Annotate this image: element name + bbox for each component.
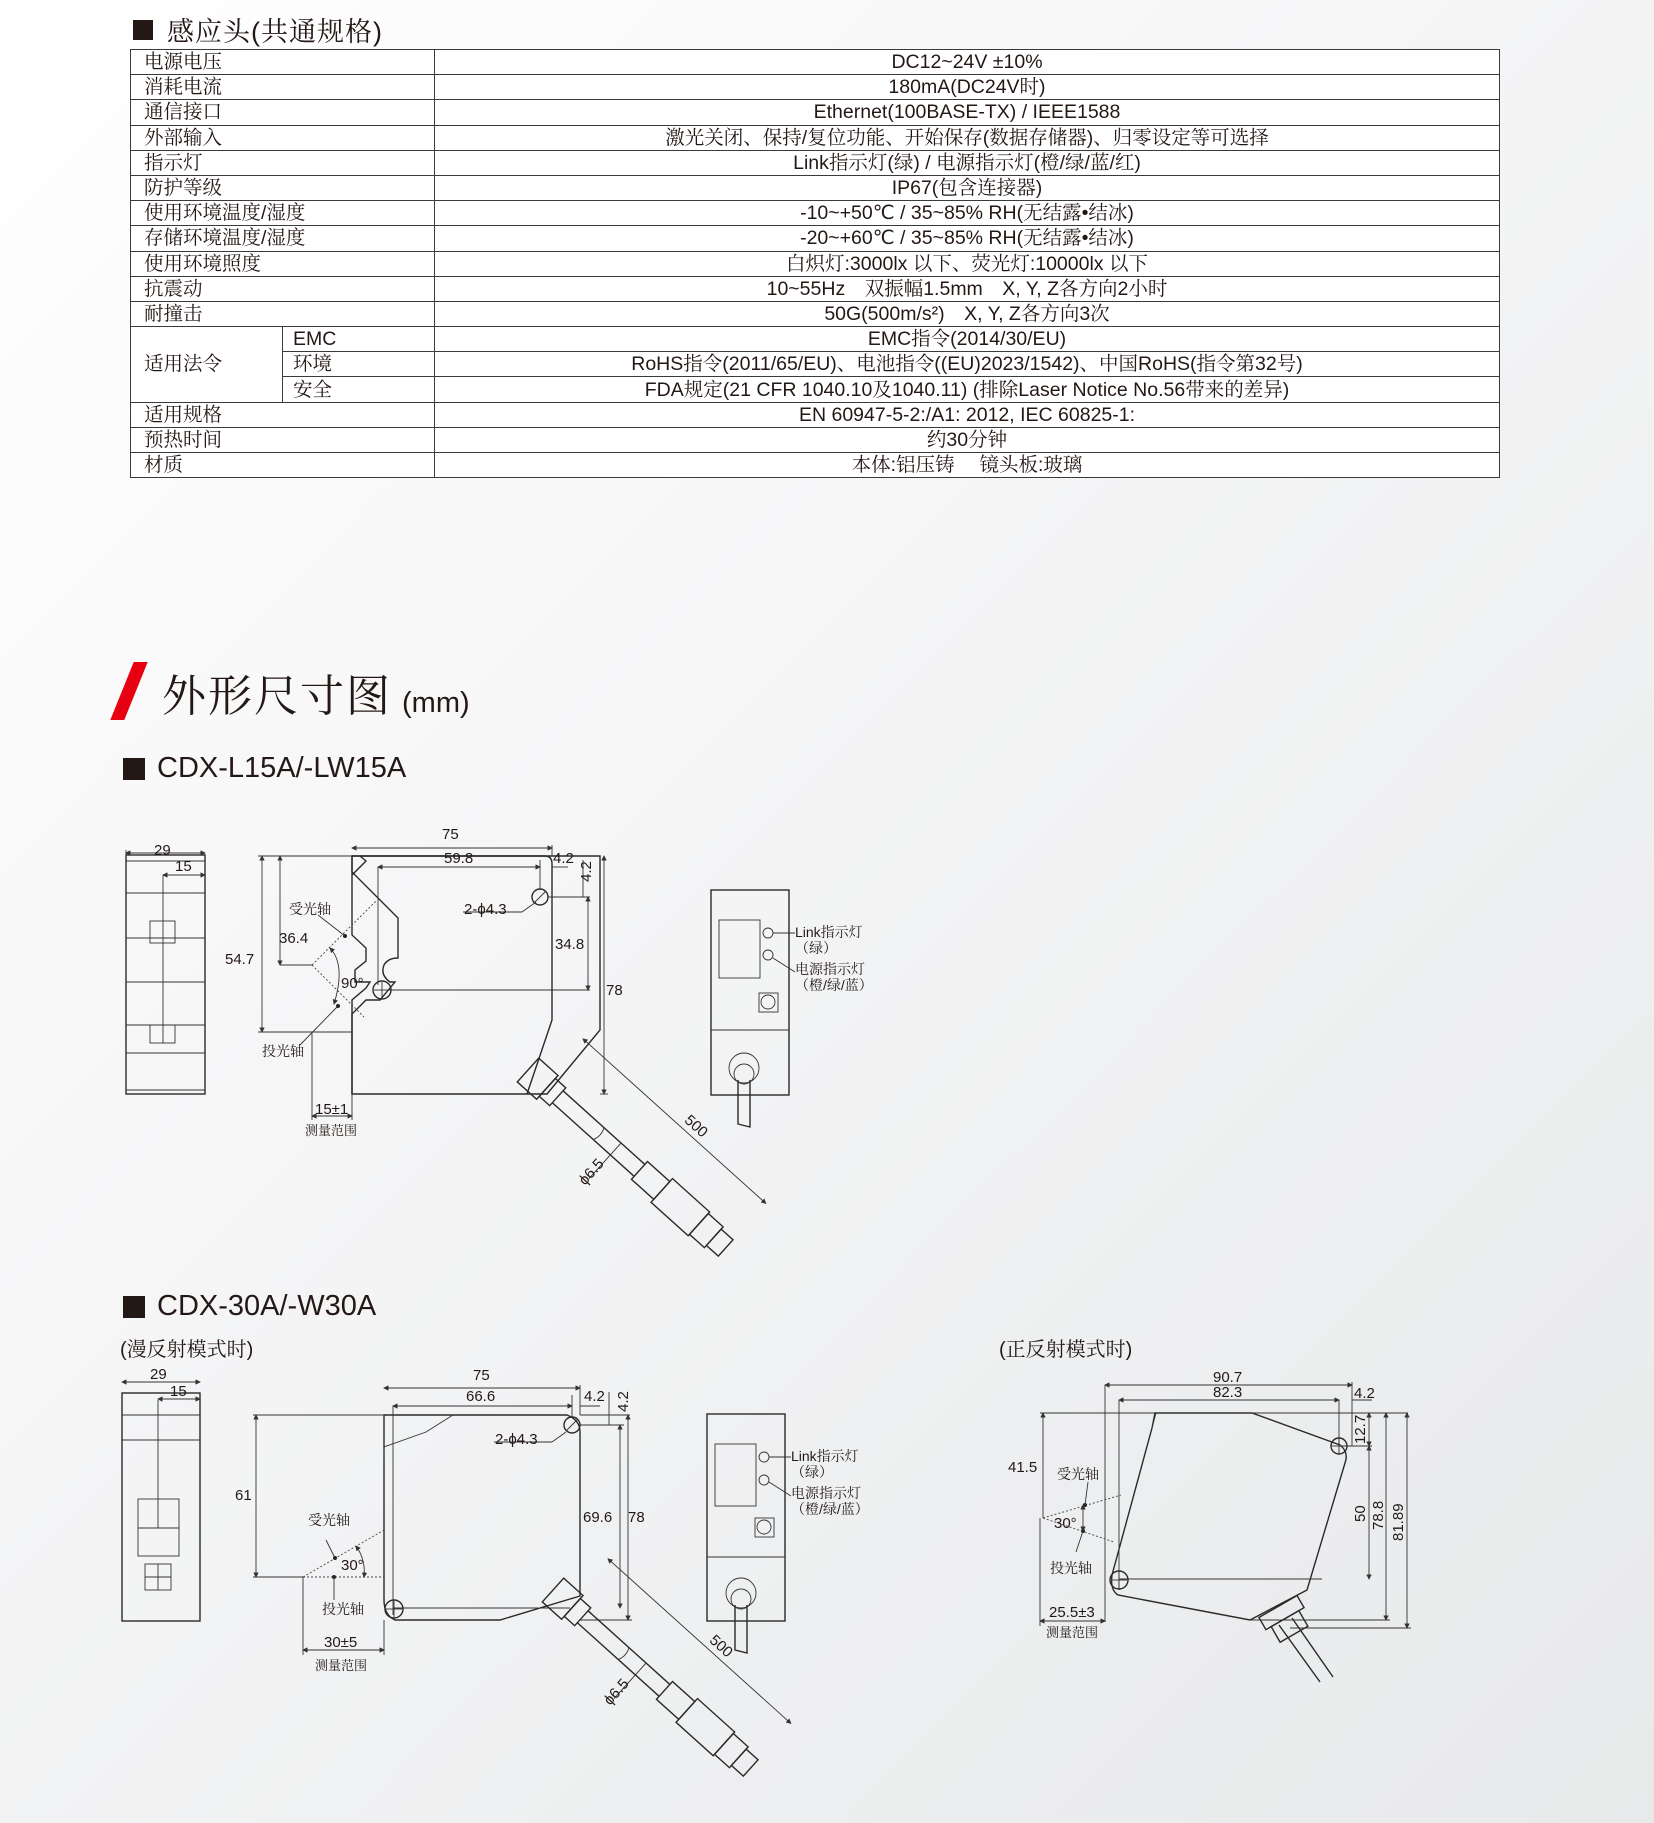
dim-height-50: 50 [1352,1505,1369,1522]
row-label: 防护等级 [131,175,435,200]
dim-side-offset: 15 [175,858,192,875]
regulation-sub-label: EMC [283,327,435,352]
dim-total-width: 75 [473,1367,490,1384]
regulation-sub-label: 环境 [283,352,435,377]
row-label: 耐撞击 [131,301,435,326]
dim-height-81: 81.89 [1390,1503,1407,1541]
diffuse-mode-label: (漫反射模式时) [120,1339,254,1361]
row-value: -10~+50℃ / 35~85% RH(无结露•结冰) [435,201,1500,226]
dim-angle: 30° [341,1557,364,1574]
dim-height-36: 36.4 [279,930,309,947]
dim-height-54: 54.7 [225,951,255,968]
dim-cable-dia: ϕ6.5 [575,1155,608,1189]
emit-axis-label: 投光轴 [1050,1560,1092,1576]
range-label: 测量范围 [315,1658,368,1673]
link-indicator-color: （绿） [795,940,837,956]
dim-hole-edge-y: 4.2 [615,1391,632,1412]
dim-angle: 90° [341,975,364,992]
row-value: EMC指令(2014/30/EU) [435,327,1500,352]
range-label: 测量范围 [305,1123,358,1138]
dim-hole-edge-x: 4.2 [553,850,574,867]
model2-heading-text: CDX-30A/-W30A [157,1290,377,1322]
row-label: 适用规格 [131,402,435,427]
dim-hole-spec: 2-ϕ4.3 [495,1431,538,1448]
row-value: 180mA(DC24V时) [435,75,1500,100]
dim-cable-length: 500 [680,1111,711,1142]
dim-angle: 30° [1054,1515,1077,1532]
range-label: 测量范围 [1046,1625,1099,1640]
power-indicator-color: （橙/绿/蓝） [795,977,873,993]
link-indicator-color: （绿） [791,1464,833,1480]
row-label: 使用环境温度/湿度 [131,201,435,226]
power-indicator-label: 电源指示灯 [795,961,865,977]
dim-side-width: 29 [154,842,171,859]
row-value: EN 60947-5-2:/A1: 2012, IEC 60825-1: [435,402,1500,427]
emit-axis-label: 投光轴 [322,1601,364,1617]
dim-side-offset: 15 [170,1383,187,1400]
dim-range: 15±1 [315,1101,349,1118]
dimension-title: 外形尺寸图 [162,672,392,721]
row-label: 消耗电流 [131,75,435,100]
row-value: Link指示灯(绿) / 电源指示灯(橙/绿/蓝/红) [435,150,1500,175]
power-indicator-label: 电源指示灯 [791,1485,861,1501]
link-indicator-label: Link指示灯 [791,1448,859,1464]
dim-hole-span: 66.6 [466,1388,496,1405]
dim-hole-edge-y: 4.2 [578,861,595,882]
dim-range: 30±5 [324,1634,358,1651]
receive-axis-label: 受光轴 [308,1512,350,1528]
dim-height-78: 78.8 [1370,1500,1387,1530]
dim-cable-dia: ϕ6.5 [600,1675,633,1709]
row-label: 外部输入 [131,125,435,150]
dim-height-69: 69.6 [583,1509,613,1526]
dim-height-61: 61 [235,1487,252,1504]
dim-hole-edge-x: 4.2 [584,1388,605,1405]
dimension-unit: (mm) [402,687,470,719]
model1-heading-text: CDX-L15A/-LW15A [157,752,407,784]
dim-total-width: 75 [442,826,459,843]
dim-hole-spec: 2-ϕ4.3 [464,901,507,918]
row-label: 材质 [131,453,435,478]
dim-height-41: 41.5 [1008,1459,1038,1476]
row-value: RoHS指令(2011/65/EU)、电池指令((EU)2023/1542)、中国RoHS(指令第32号) [435,352,1500,377]
dim-width-90: 90.7 [1213,1369,1243,1386]
row-value: 约30分钟 [435,427,1500,452]
row-value: 本体:铝压铸 镜头板:玻璃 [435,453,1500,478]
dim-height-78: 78 [606,982,623,999]
front-view-model2-retro [1008,1369,1411,1682]
power-indicator-color: （橙/绿/蓝） [791,1501,869,1517]
dim-height-12: 12.7 [1352,1414,1369,1444]
dim-cable-length: 500 [705,1631,736,1662]
row-value: FDA规定(21 CFR 1040.10及1040.11) (排除Laser Notice No.56带来的差异) [435,377,1500,402]
emit-axis-label: 投光轴 [262,1043,304,1059]
row-value: 10~55Hz 双振幅1.5mm X, Y, Z各方向2小时 [435,276,1500,301]
row-label: 抗震动 [131,276,435,301]
row-value: -20~+60℃ / 35~85% RH(无结露•结冰) [435,226,1500,251]
regulations-label: 适用法令 [131,327,283,403]
dim-range: 25.5±3 [1049,1604,1095,1621]
regulation-sub-label: 安全 [283,377,435,402]
receive-axis-label: 受光轴 [1057,1466,1099,1482]
dim-edge: 4.2 [1354,1385,1375,1402]
link-indicator-label: Link指示灯 [795,924,863,940]
dim-height-34: 34.8 [555,936,585,953]
row-label: 指示灯 [131,150,435,175]
receive-axis-label: 受光轴 [289,901,331,917]
row-label: 电源电压 [131,50,435,75]
row-value: IP67(包含连接器) [435,175,1500,200]
row-label: 通信接口 [131,100,435,125]
dim-hole-span: 59.8 [444,850,474,867]
retro-mode-label: (正反射模式时) [999,1339,1133,1361]
spec-heading-text: 感应头(共通规格) [167,17,383,47]
dim-side-width: 29 [150,1366,167,1383]
row-value: 激光关闭、保持/复位功能、开始保存(数据存储器)、归零设定等可选择 [435,125,1500,150]
row-label: 预热时间 [131,427,435,452]
row-label: 存储环境温度/湿度 [131,226,435,251]
dim-height-78: 78 [628,1509,645,1526]
row-label: 使用环境照度 [131,251,435,276]
row-value: DC12~24V ±10% [435,50,1500,75]
row-value: Ethernet(100BASE-TX) / IEEE1588 [435,100,1500,125]
dim-width-82: 82.3 [1213,1384,1243,1401]
row-value: 50G(500m/s²) X, Y, Z各方向3次 [435,301,1500,326]
row-value: 白炽灯:3000lx 以下、荧光灯:10000lx 以下 [435,251,1500,276]
